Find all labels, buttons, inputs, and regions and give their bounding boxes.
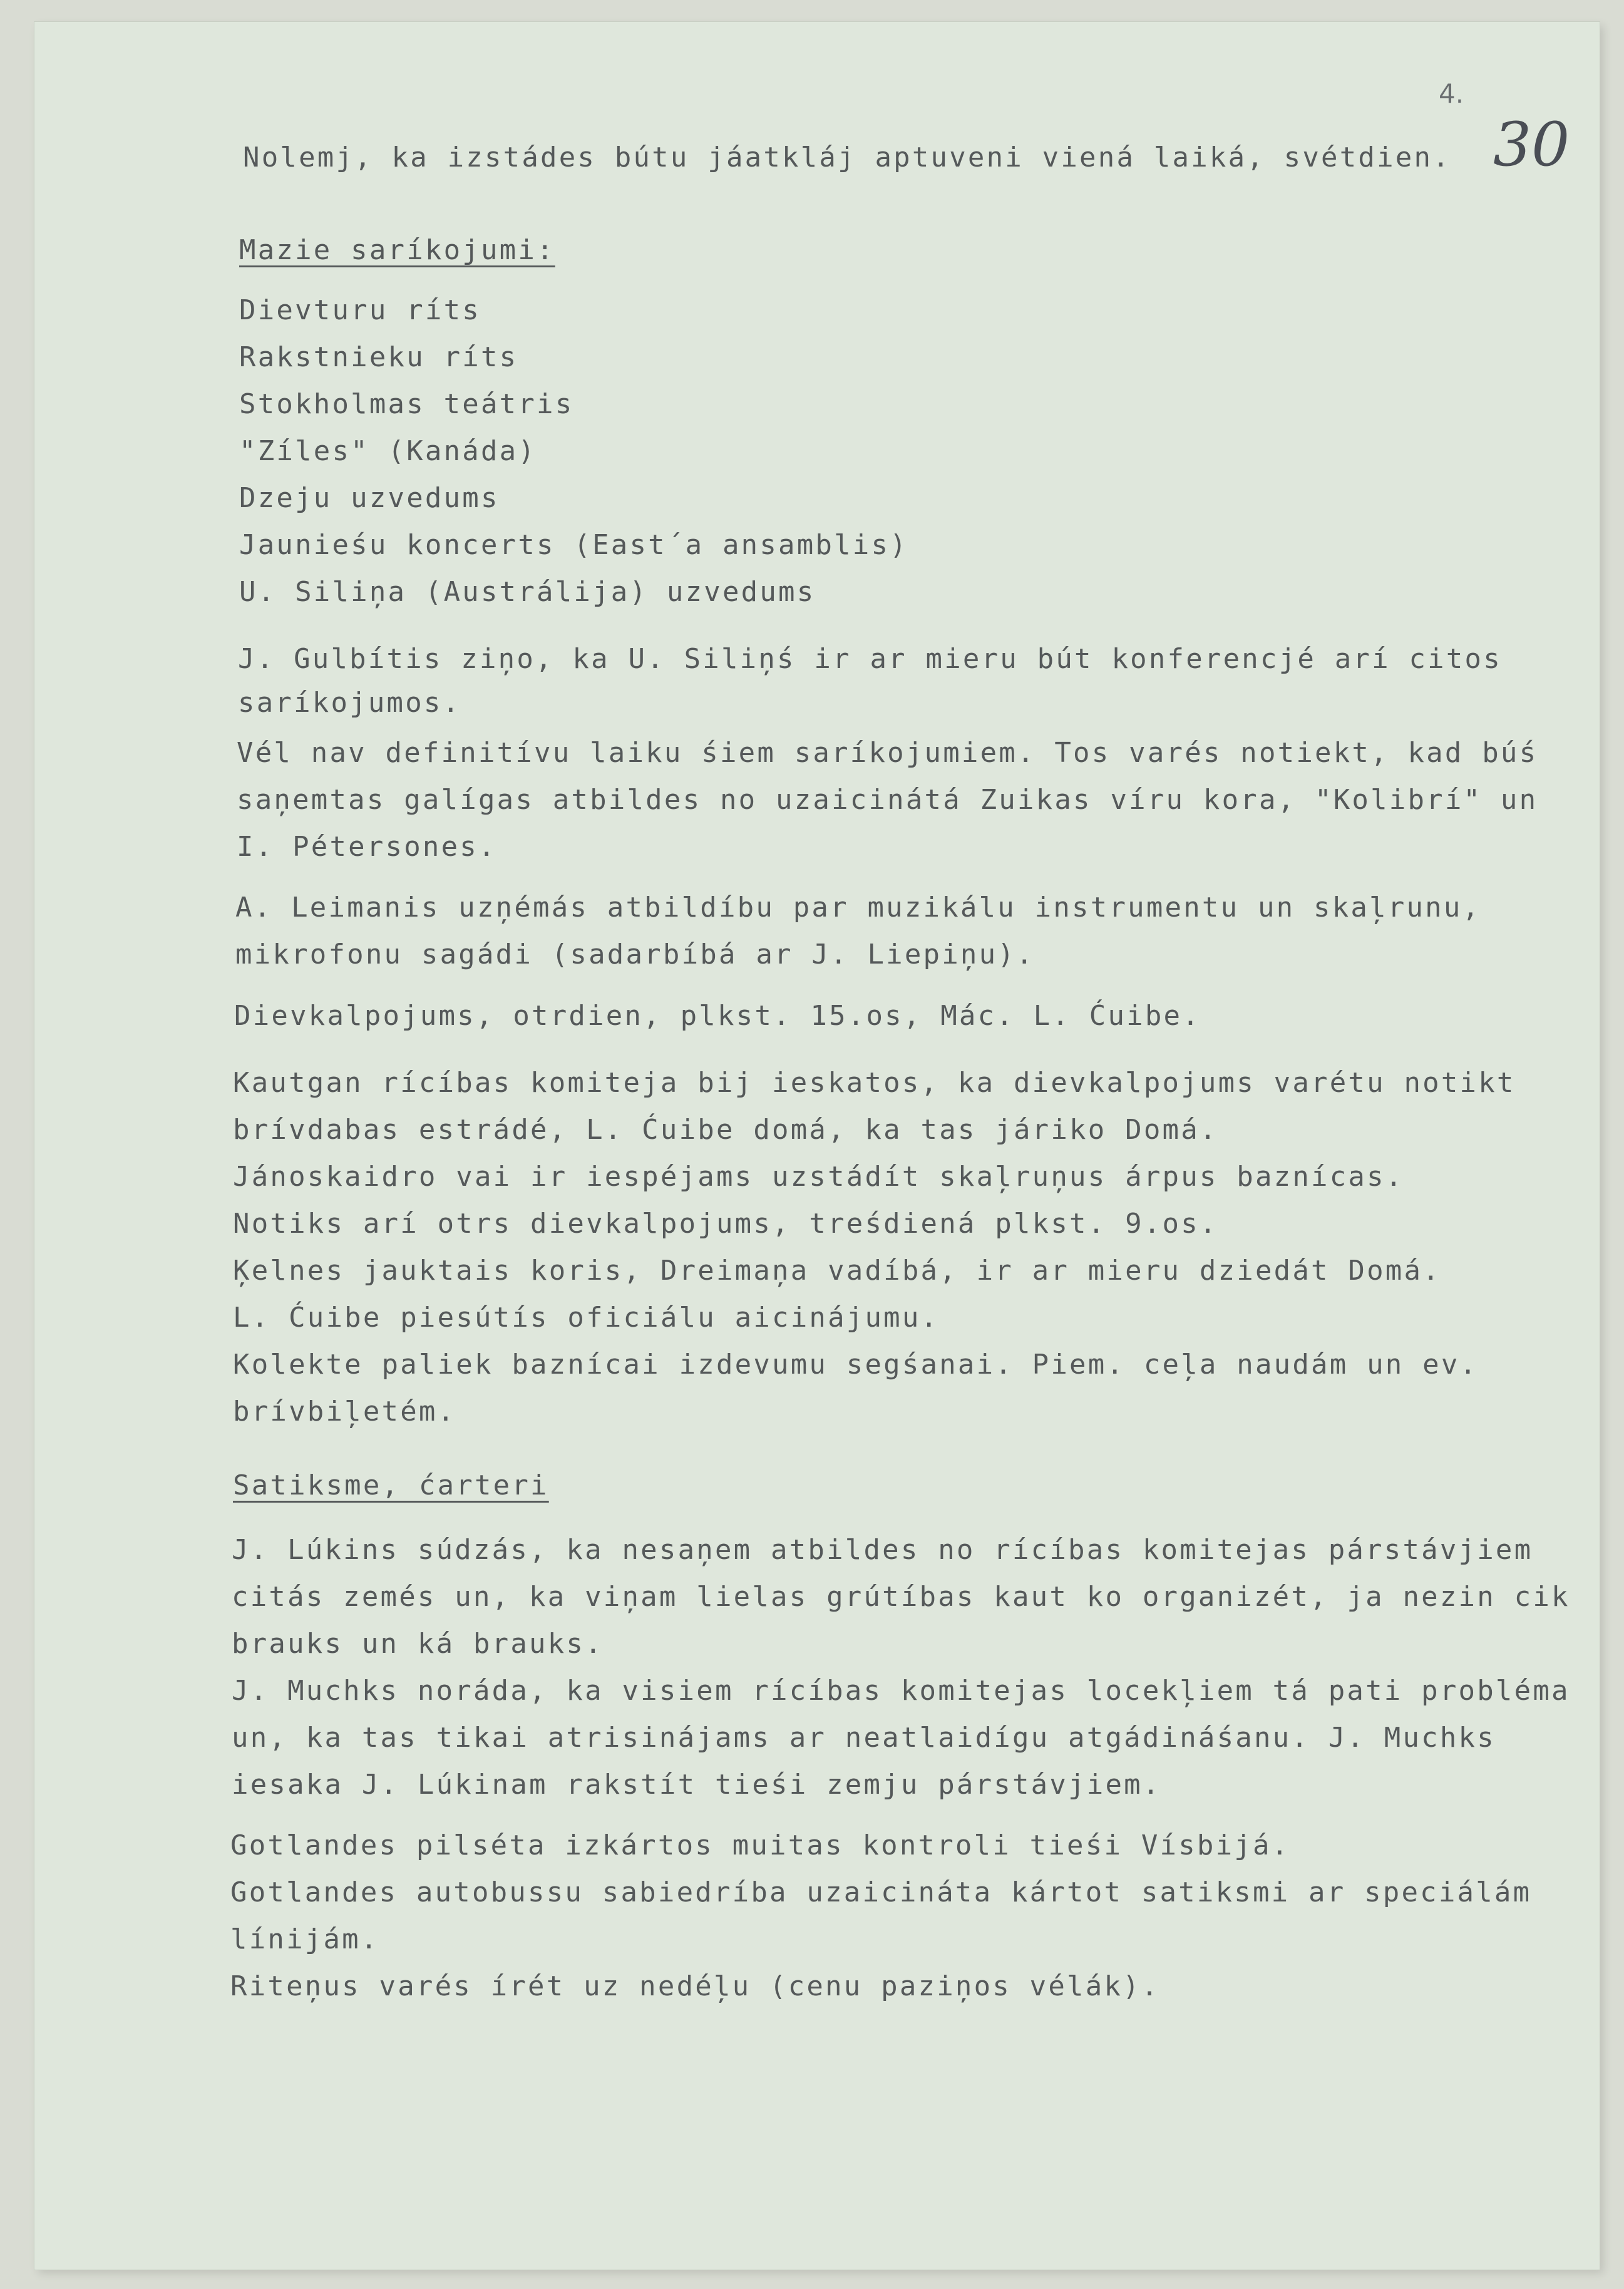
text-line: saņemtas galígas atbildes no uzaicinátá Zuikas víru kora, "Kolibrí" un: [237, 784, 1538, 816]
page-number: 4.: [1439, 78, 1464, 109]
list-item: Jaunieśu koncerts (East´a ansamblis): [239, 529, 908, 561]
text-line: brívdabas estrádé, L. Ćuibe domá, ka tas járiko Domá.: [233, 1114, 1218, 1146]
text-line: Nolemj, ka izstádes bútu jáatkláj aptuveni viená laiká, svétdien.: [243, 141, 1451, 173]
text-line: Gotlandes pilséta izkártos muitas kontroli tieśi Vísbijá.: [230, 1829, 1290, 1861]
text-line: brauks un ká brauks.: [232, 1628, 604, 1660]
text-line: Kolekte paliek baznícai izdevumu segśanai. Piem. ceļa naudám un ev.: [233, 1349, 1479, 1381]
section-heading-transport: Satiksme, ćarteri: [233, 1469, 549, 1501]
list-item: Stokholmas teátris: [239, 388, 574, 420]
text-line: Kautgan rícíbas komiteja bij ieskatos, ka dievkalpojums varétu notikt: [233, 1067, 1516, 1099]
section-heading-events: Mazie saríkojumi:: [239, 234, 555, 266]
text-line: J. Lúkins súdzás, ka nesaņem atbildes no rícíbas komitejas párstávjiem: [232, 1534, 1533, 1566]
text-line: brívbiļetém.: [233, 1396, 456, 1427]
list-item: Dzeju uzvedums: [239, 482, 500, 514]
text-line: A. Leimanis uzņémás atbildíbu par muzikálu instrumentu un skaļrunu,: [235, 892, 1481, 923]
handwritten-page-number: 30: [1493, 110, 1570, 180]
text-line: J. Muchks noráda, ka visiem rícíbas komitejas locekļiem tá pati probléma: [232, 1675, 1570, 1707]
text-line: saríkojumos.: [238, 687, 461, 719]
text-line: J. Gulbítis ziņo, ka U. Siliņś ir ar mieru bút konferencjé arí citos: [238, 643, 1502, 675]
list-item: U. Siliņa (Austrálija) uzvedums: [239, 576, 816, 608]
text-line: Riteņus varés írét uz nedéļu (cenu paziņos vélák).: [230, 1970, 1160, 2002]
text-line: iesaka J. Lúkinam rakstít tieśi zemju párstávjiem.: [232, 1769, 1161, 1801]
text-line: Notiks arí otrs dievkalpojums, treśdiená plkst. 9.os.: [233, 1208, 1218, 1240]
text-line: Ķelnes jauktais koris, Dreimaņa vadíbá, ir ar mieru dziedát Domá.: [233, 1255, 1441, 1287]
list-item: Dievturu ríts: [239, 294, 481, 326]
list-item: Rakstnieku ríts: [239, 341, 518, 373]
text-line: Jánoskaidro vai ir iespéjams uzstádít skaļruņus árpus baznícas.: [233, 1161, 1404, 1193]
text-line: L. Ćuibe piesútís oficiálu aicinájumu.: [233, 1302, 940, 1334]
text-line: un, ka tas tikai atrisinájams ar neatlaidígu atgádináśanu. J. Muchks: [232, 1722, 1496, 1754]
text-line: citás zemés un, ka viņam lielas grútíbas kaut ko organizét, ja nezin cik: [232, 1581, 1570, 1613]
text-line: línijám.: [230, 1923, 379, 1955]
text-line: Gotlandes autobussu sabiedríba uzaicináta kártot satiksmi ar speciálám: [230, 1876, 1532, 1908]
text-line: Vél nav definitívu laiku śiem saríkojumiem. Tos varés notiekt, kad búś: [237, 737, 1538, 769]
list-item: "Zíles" (Kanáda): [239, 435, 537, 467]
text-line: I. Pétersones.: [237, 831, 497, 863]
section-heading-service: Dievkalpojums, otrdien, plkst. 15.os, Mác. L. Ćuibe.: [234, 1000, 1201, 1032]
text-line: mikrofonu sagádi (sadarbíbá ar J. Liepiņu).: [235, 939, 1035, 970]
